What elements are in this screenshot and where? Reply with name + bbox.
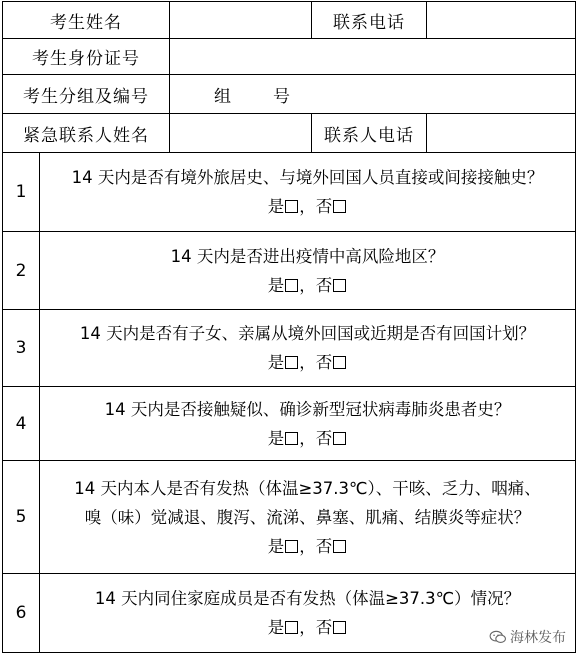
question-row	[3, 461, 575, 574]
yes-label: 是	[267, 197, 285, 216]
question-line: 14 天内同住家庭成员是否有发热（体温≥37.3℃）情况？	[94, 589, 521, 608]
no-label: 否	[315, 353, 333, 372]
answer-options: 是 ，否	[268, 424, 348, 453]
yes-label: 是	[267, 428, 285, 448]
question-line: 14 天内是否有子女、亲属从境外回国或近期是否有回国计划？	[79, 324, 536, 343]
answer-options: 是 ，否	[268, 192, 348, 221]
emergency-name-field[interactable]	[169, 114, 311, 152]
emergency-phone-field[interactable]	[426, 114, 575, 152]
group-field[interactable]	[169, 75, 575, 113]
row-group	[3, 75, 575, 114]
yes-label: 是	[267, 275, 285, 295]
answer-options: 是 ，否	[268, 348, 348, 377]
no-label: 否	[315, 536, 333, 556]
answer-options: 是 ，否	[268, 271, 348, 300]
question-row	[3, 232, 575, 310]
question-number: 4	[15, 413, 27, 434]
group-label: 考生分组及编号	[23, 86, 149, 107]
question-row	[3, 310, 575, 387]
yes-checkbox[interactable]	[285, 432, 298, 445]
yes-checkbox[interactable]	[285, 279, 298, 292]
group-word: 组	[214, 86, 231, 107]
no-label: 否	[315, 428, 333, 448]
watermark-text: 海林发布	[510, 630, 566, 646]
health-declaration-form	[2, 1, 576, 653]
number-word: 号	[273, 86, 290, 107]
watermark	[486, 626, 569, 648]
answer-options: 是 ，否	[268, 532, 348, 561]
no-checkbox[interactable]	[333, 540, 346, 553]
question-number: 5	[15, 507, 27, 527]
row-id	[3, 39, 575, 75]
no-label: 否	[315, 618, 333, 637]
no-checkbox[interactable]	[333, 356, 346, 369]
question-row	[3, 387, 575, 461]
question-line: 14 天内是否有境外旅居史、与境外回国人员直接或间接接触史？	[71, 168, 544, 187]
yes-label: 是	[267, 618, 285, 637]
question-line: 嗅（味）觉减退、腹泻、流涕、鼻塞、肌痛、结膜炎等症状？	[84, 507, 531, 527]
question-text	[39, 153, 575, 231]
emergency-name-label: 紧急联系人姓名	[23, 125, 149, 146]
yes-label: 是	[267, 536, 285, 556]
question-number: 3	[15, 338, 27, 358]
question-number: 6	[15, 603, 27, 623]
id-label: 考生身份证号	[32, 49, 140, 69]
no-label: 否	[315, 275, 333, 295]
question-text	[39, 232, 575, 309]
yes-label: 是	[267, 353, 285, 372]
wechat-icon	[489, 630, 507, 644]
yes-checkbox[interactable]	[285, 621, 298, 634]
question-number: 1	[15, 182, 27, 202]
answer-options: 是 ，否	[268, 613, 348, 642]
emergency-phone-label: 联系人电话	[311, 114, 426, 152]
question-text	[39, 387, 575, 460]
id-field[interactable]	[169, 39, 575, 74]
name-field[interactable]	[169, 2, 311, 38]
yes-checkbox[interactable]	[285, 540, 298, 553]
no-checkbox[interactable]	[333, 279, 346, 292]
no-checkbox[interactable]	[333, 432, 346, 445]
question-text	[39, 310, 575, 386]
row-name-phone	[3, 2, 575, 39]
name-label: 考生姓名	[50, 12, 122, 33]
row-emergency	[3, 114, 575, 153]
question-line: 14 天内是否进出疫情中高风险地区？	[170, 246, 445, 266]
phone-label: 联系电话	[311, 2, 426, 38]
no-checkbox[interactable]	[333, 621, 346, 634]
question-line: 14 天内本人是否有发热（体温≥37.3℃）、干咳、乏力、咽痛、	[74, 478, 541, 498]
question-row	[3, 153, 575, 232]
no-checkbox[interactable]	[333, 200, 346, 213]
yes-checkbox[interactable]	[285, 356, 298, 369]
no-label: 否	[315, 197, 333, 216]
question-number: 2	[15, 260, 27, 281]
phone-field[interactable]	[426, 2, 575, 38]
yes-checkbox[interactable]	[285, 200, 298, 213]
question-text	[39, 461, 575, 573]
question-line: 14 天内是否接触疑似、确诊新型冠状病毒肺炎患者史？	[104, 399, 511, 419]
